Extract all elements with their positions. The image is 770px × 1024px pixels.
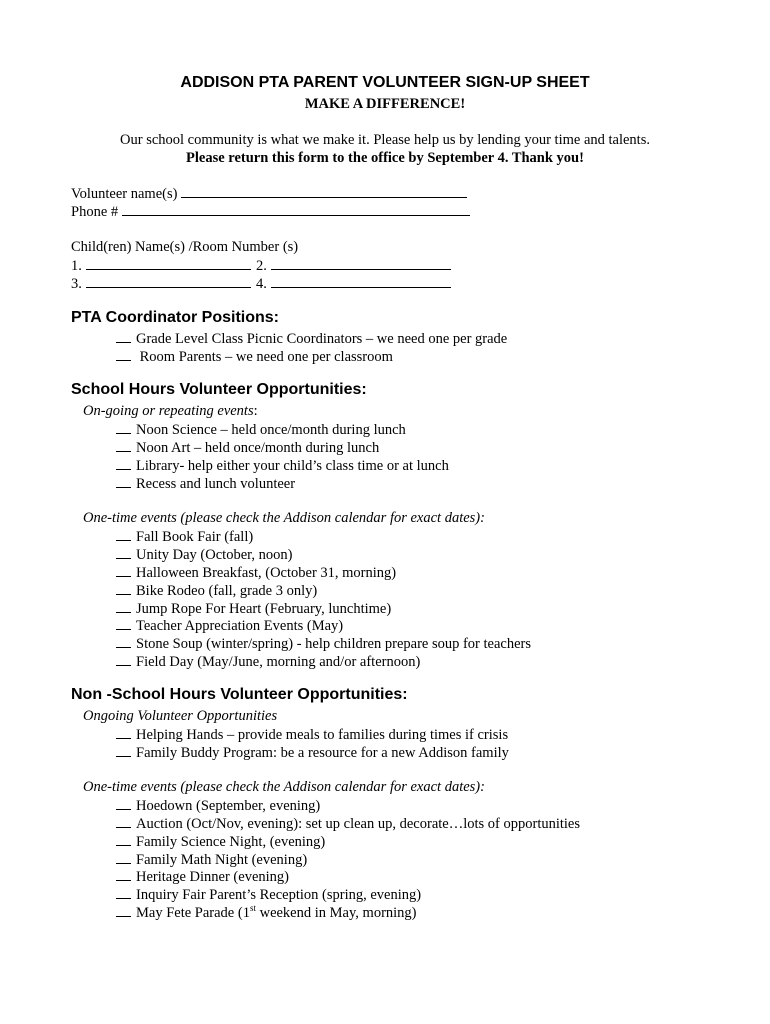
child-slot-number: 3. bbox=[71, 276, 82, 292]
signup-checkbox[interactable] bbox=[116, 814, 131, 828]
page-title: ADDISON PTA PARENT VOLUNTEER SIGN-UP SHEET bbox=[180, 74, 590, 91]
signup-checkbox[interactable] bbox=[116, 527, 131, 541]
list-item-label: Stone Soup (winter/spring) - help children prepare soup for teachers bbox=[136, 636, 532, 652]
list-item bbox=[116, 652, 420, 671]
signup-checkbox[interactable] bbox=[116, 796, 131, 810]
intro-text: Our school community is what we make it. Please help us by lending your time and talents. bbox=[120, 132, 650, 148]
signup-checkbox[interactable] bbox=[116, 438, 131, 452]
coordinator-heading: PTA Coordinator Positions: bbox=[71, 309, 279, 326]
child-slot-number: 1. bbox=[71, 258, 82, 274]
signup-checkbox[interactable] bbox=[116, 652, 131, 666]
signup-checkbox[interactable] bbox=[116, 456, 131, 470]
volunteer-name-row bbox=[71, 184, 467, 203]
list-item-label: Family Buddy Program: be a resource for a new Addison family bbox=[136, 745, 509, 761]
list-item-label: Library- help either your child’s class time or at lunch bbox=[136, 458, 449, 474]
list-item-label: Family Math Night (evening) bbox=[136, 852, 308, 868]
list-item bbox=[116, 347, 393, 366]
list-item bbox=[116, 329, 507, 348]
list-item-label-suffix: weekend in May, morning) bbox=[255, 905, 417, 921]
non-school-onetime-label: One-time events (please check the Addison calendar for exact dates): bbox=[83, 779, 485, 795]
list-item-label: Bike Rodeo (fall, grade 3 only) bbox=[136, 583, 318, 599]
child-field-4[interactable] bbox=[271, 274, 451, 288]
list-item-label: Inquiry Fair Parent’s Reception (spring, evening) bbox=[136, 887, 422, 903]
list-item bbox=[116, 438, 379, 457]
list-item-label: Recess and lunch volunteer bbox=[136, 476, 296, 492]
signup-checkbox[interactable] bbox=[116, 903, 131, 917]
list-item bbox=[116, 743, 509, 762]
child-slot-1 bbox=[71, 256, 251, 275]
list-item-label-sup: st bbox=[249, 903, 256, 914]
child-field-2[interactable] bbox=[271, 256, 451, 270]
signup-checkbox[interactable] bbox=[116, 850, 131, 864]
list-item bbox=[116, 903, 417, 922]
volunteer-name-label: Volunteer name(s) bbox=[71, 186, 178, 202]
non-school-ongoing-label: Ongoing Volunteer Opportunities bbox=[83, 708, 278, 724]
school-ongoing-label-colon: : bbox=[253, 403, 258, 419]
list-item-label: Unity Day (October, noon) bbox=[136, 547, 293, 563]
signup-checkbox[interactable] bbox=[116, 616, 131, 630]
signup-checkbox[interactable] bbox=[116, 743, 131, 757]
phone-row bbox=[71, 202, 470, 221]
volunteer-name-field[interactable] bbox=[181, 184, 467, 198]
list-item bbox=[116, 616, 343, 635]
child-slot-4 bbox=[256, 274, 451, 293]
list-item-label: Fall Book Fair (fall) bbox=[136, 529, 254, 545]
signup-checkbox[interactable] bbox=[116, 329, 131, 343]
list-item-label: Grade Level Class Picnic Coordinators – we need one per grade bbox=[136, 331, 508, 347]
list-item-label: Family Science Night, (evening) bbox=[136, 834, 326, 850]
list-item bbox=[116, 456, 449, 475]
child-slot-2 bbox=[256, 256, 451, 275]
list-item bbox=[116, 814, 580, 833]
list-item-label: Noon Science – held once/month during lunch bbox=[136, 422, 406, 438]
list-item-label: Helping Hands – provide meals to families during times if crisis bbox=[136, 727, 509, 743]
list-item bbox=[116, 832, 325, 851]
school-hours-heading: School Hours Volunteer Opportunities: bbox=[71, 381, 367, 398]
phone-field[interactable] bbox=[122, 202, 470, 216]
child-slot-number: 4. bbox=[256, 276, 267, 292]
signup-checkbox[interactable] bbox=[116, 420, 131, 434]
list-item-label: Heritage Dinner (evening) bbox=[136, 869, 289, 885]
list-item bbox=[116, 796, 320, 815]
list-item bbox=[116, 885, 421, 904]
signup-checkbox[interactable] bbox=[116, 634, 131, 648]
list-item bbox=[116, 867, 289, 886]
signup-checkbox[interactable] bbox=[116, 347, 131, 361]
signup-checkbox[interactable] bbox=[116, 725, 131, 739]
list-item-label: Hoedown (September, evening) bbox=[136, 798, 321, 814]
children-label: Child(ren) Name(s) /Room Number (s) bbox=[71, 239, 299, 255]
list-item bbox=[116, 725, 508, 744]
signup-checkbox[interactable] bbox=[116, 474, 131, 488]
list-item bbox=[116, 545, 292, 564]
list-item bbox=[116, 420, 406, 439]
signup-checkbox[interactable] bbox=[116, 885, 131, 899]
list-item bbox=[116, 581, 317, 600]
child-slot-number: 2. bbox=[256, 258, 267, 274]
signup-checkbox[interactable] bbox=[116, 599, 131, 613]
phone-label: Phone # bbox=[71, 204, 119, 220]
signup-checkbox[interactable] bbox=[116, 563, 131, 577]
list-item-label: Field Day (May/June, morning and/or afternoon) bbox=[136, 654, 421, 670]
page-subtitle: MAKE A DIFFERENCE! bbox=[304, 96, 466, 112]
list-item bbox=[116, 474, 295, 493]
child-slot-3 bbox=[71, 274, 251, 293]
return-note: Please return this form to the office by September 4. Thank you! bbox=[186, 150, 584, 166]
list-item-label: Noon Art – held once/month during lunch bbox=[136, 440, 380, 456]
list-item bbox=[116, 634, 531, 653]
list-item-label-prefix: May Fete Parade (1 bbox=[136, 905, 250, 921]
signup-checkbox[interactable] bbox=[116, 867, 131, 881]
school-ongoing-label bbox=[83, 402, 258, 420]
list-item-label: Halloween Breakfast, (October 31, morning) bbox=[136, 565, 397, 581]
list-item-label: Teacher Appreciation Events (May) bbox=[136, 618, 344, 634]
non-school-hours-heading: Non -School Hours Volunteer Opportunities: bbox=[71, 686, 408, 703]
list-item bbox=[116, 563, 396, 582]
signup-checkbox[interactable] bbox=[116, 832, 131, 846]
child-field-1[interactable] bbox=[86, 256, 251, 270]
school-onetime-label: One-time events (please check the Addison calendar for exact dates): bbox=[83, 510, 485, 526]
child-field-3[interactable] bbox=[86, 274, 251, 288]
list-item bbox=[116, 527, 253, 546]
list-item-label: Auction (Oct/Nov, evening): set up clean up, decorate…lots of opportunities bbox=[136, 816, 581, 832]
list-item-label: Jump Rope For Heart (February, lunchtime) bbox=[136, 601, 392, 617]
list-item-label: Room Parents – we need one per classroom bbox=[136, 349, 393, 365]
school-ongoing-label-text: On-going or repeating events bbox=[83, 403, 254, 419]
signup-checkbox[interactable] bbox=[116, 581, 131, 595]
signup-checkbox[interactable] bbox=[116, 545, 131, 559]
